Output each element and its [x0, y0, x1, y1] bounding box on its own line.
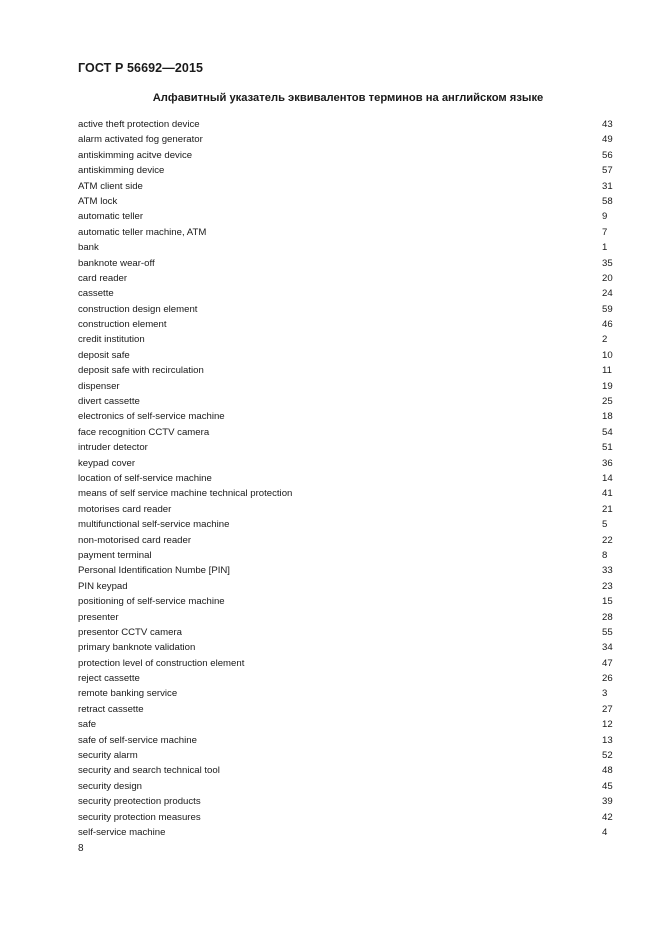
index-term-number: 59	[602, 303, 613, 315]
index-term: means of self service machine technical protection	[78, 488, 293, 500]
index-term-number: 19	[602, 380, 613, 392]
index-term-number: 22	[602, 534, 613, 546]
index-term: divert cassette	[78, 396, 140, 408]
index-term: ATM client side	[78, 180, 143, 192]
index-term: primary banknote validation	[78, 642, 196, 654]
index-term: location of self-service machine	[78, 472, 212, 484]
index-term: safe of self-service machine	[78, 734, 197, 746]
index-entry	[78, 594, 616, 609]
index-entry	[78, 733, 616, 748]
index-entry	[78, 825, 616, 840]
index-entry	[78, 794, 616, 809]
index-term-number: 54	[602, 426, 613, 438]
index-term: security design	[78, 780, 142, 792]
index-term-number: 46	[602, 319, 613, 331]
index-entry	[78, 810, 616, 825]
index-entry	[78, 563, 616, 578]
index-entry	[78, 471, 616, 486]
index-term-number: 48	[602, 765, 613, 777]
index-term-number: 45	[602, 780, 613, 792]
index-term-number: 36	[602, 457, 613, 469]
index-term-number: 35	[602, 257, 613, 269]
index-term-number: 41	[602, 488, 613, 500]
index-entry	[78, 194, 616, 209]
index-term-number: 7	[602, 226, 608, 238]
index-term: PIN keypad	[78, 580, 128, 592]
index-term-number: 42	[602, 811, 613, 823]
index-entry	[78, 779, 616, 794]
index-term: retract cassette	[78, 703, 144, 715]
index-entry	[78, 209, 616, 224]
index-term-number: 18	[602, 411, 613, 423]
index-entry	[78, 179, 616, 194]
index-entry	[78, 302, 616, 317]
index-term-number: 10	[602, 349, 613, 361]
page-number: 8	[78, 843, 84, 854]
index-term-number: 9	[602, 211, 608, 223]
index-entry	[78, 409, 616, 424]
index-term: presentor CCTV camera	[78, 626, 182, 638]
index-term-number: 47	[602, 657, 613, 669]
index-term: security preotection products	[78, 796, 201, 808]
index-term-number: 52	[602, 750, 613, 762]
index-term: automatic teller machine, ATM	[78, 226, 207, 238]
index-term: positioning of self-service machine	[78, 596, 225, 608]
index-term-number: 33	[602, 565, 613, 577]
index-term: motorises card reader	[78, 503, 172, 515]
index-entry	[78, 502, 616, 517]
index-term-number: 55	[602, 626, 613, 638]
index-entry	[78, 117, 616, 132]
index-term-number: 39	[602, 796, 613, 808]
index-entry	[78, 763, 616, 778]
index-entry	[78, 748, 616, 763]
index-term-number: 5	[602, 519, 608, 531]
index-term-number: 24	[602, 288, 613, 300]
index-term: payment terminal	[78, 549, 152, 561]
index-term-number: 25	[602, 396, 613, 408]
index-term: protection level of construction element	[78, 657, 245, 669]
index-entry	[78, 486, 616, 501]
index-term-number: 27	[602, 703, 613, 715]
index-term-number: 56	[602, 149, 613, 161]
index-term: active theft protection device	[78, 119, 200, 130]
index-entry	[78, 533, 616, 548]
index-entry	[78, 132, 616, 147]
index-term: self-service machine	[78, 826, 166, 838]
index-term: non-motorised card reader	[78, 534, 192, 546]
index-entry	[78, 456, 616, 471]
index-entry	[78, 610, 616, 625]
index-term: safe	[78, 719, 97, 731]
index-term: Personal Identification Numbe [PIN]	[78, 565, 230, 577]
index-term: remote banking service	[78, 688, 178, 700]
index-entry	[78, 717, 616, 732]
index-term: deposit safe	[78, 349, 130, 361]
index-entry	[78, 286, 616, 301]
index-term-number: 20	[602, 272, 613, 284]
index-term-number: 49	[602, 134, 613, 146]
index-entry	[78, 671, 616, 686]
index-entry	[78, 548, 616, 563]
index-term-number: 11	[602, 365, 612, 377]
index-term-number: 13	[602, 734, 613, 746]
index-entry	[78, 686, 616, 701]
index-term-number: 26	[602, 673, 613, 685]
index-entry	[78, 425, 616, 440]
index-term-number: 12	[602, 719, 613, 731]
index-term-number: 34	[602, 642, 613, 654]
index-entry	[78, 148, 616, 163]
index-entry	[78, 656, 616, 671]
index-term-number: 51	[602, 442, 613, 454]
index-entry	[78, 517, 616, 532]
index-term-number: 3	[602, 688, 608, 700]
index-term: presenter	[78, 611, 119, 623]
index-entry	[78, 640, 616, 655]
index-term: cassette	[78, 288, 114, 300]
index-term: deposit safe with recirculation	[78, 365, 204, 377]
document-code: ГОСТ Р 56692—2015	[78, 61, 204, 75]
index-entry	[78, 256, 616, 271]
index-entry	[78, 163, 616, 178]
index-term: security alarm	[78, 750, 138, 762]
index-term: banknote wear-off	[78, 257, 155, 269]
index-term: face recognition CCTV camera	[78, 426, 210, 438]
index-term: construction element	[78, 319, 167, 331]
index-term: ATM lock	[78, 195, 118, 207]
index-term: credit institution	[78, 334, 145, 346]
index-entry	[78, 348, 616, 363]
index-term: security protection measures	[78, 811, 201, 823]
index-term: alarm activated fog generator	[78, 134, 203, 146]
index-entry	[78, 317, 616, 332]
index-term: keypad cover	[78, 457, 136, 469]
index-term-number: 21	[602, 503, 613, 515]
index-term-number: 58	[602, 195, 613, 207]
index-term: reject cassette	[78, 673, 140, 685]
index-term: construction design element	[78, 303, 198, 315]
index-term-number: 31	[602, 180, 613, 192]
index-term-number: 2	[602, 334, 608, 346]
index-entry	[78, 379, 616, 394]
index-term: antiskimming device	[78, 165, 165, 177]
index-entry	[78, 440, 616, 455]
index-term-number: 15	[602, 596, 613, 608]
index-entry	[78, 579, 616, 594]
index-title: Алфавитный указатель эквивалентов терминов на английском языке	[152, 92, 544, 104]
index-term: antiskimming acitve device	[78, 149, 193, 161]
index-entry	[78, 271, 616, 286]
index-term: card reader	[78, 272, 128, 284]
index-entry	[78, 240, 616, 255]
index-term: electronics of self-service machine	[78, 411, 225, 423]
index-term: bank	[78, 242, 99, 254]
index-term-number: 4	[602, 826, 608, 838]
index-term-number: 43	[602, 119, 613, 130]
index-term: automatic teller	[78, 211, 144, 223]
index-term: dispenser	[78, 380, 120, 392]
index-term-number: 23	[602, 580, 613, 592]
index-term: intruder detector	[78, 442, 148, 454]
index-term-number: 28	[602, 611, 613, 623]
index-term-number: 57	[602, 165, 613, 177]
index-entry	[78, 625, 616, 640]
index-entry	[78, 225, 616, 240]
index-entry	[78, 702, 616, 717]
index-entry	[78, 394, 616, 409]
index-term: security and search technical tool	[78, 765, 220, 777]
index-term-number: 1	[602, 242, 608, 254]
index-term: multifunctional self-service machine	[78, 519, 230, 531]
index-term-number: 8	[602, 549, 608, 561]
term-index-list	[78, 117, 616, 840]
index-entry	[78, 363, 616, 378]
index-term-number: 14	[602, 472, 613, 484]
index-entry	[78, 332, 616, 347]
